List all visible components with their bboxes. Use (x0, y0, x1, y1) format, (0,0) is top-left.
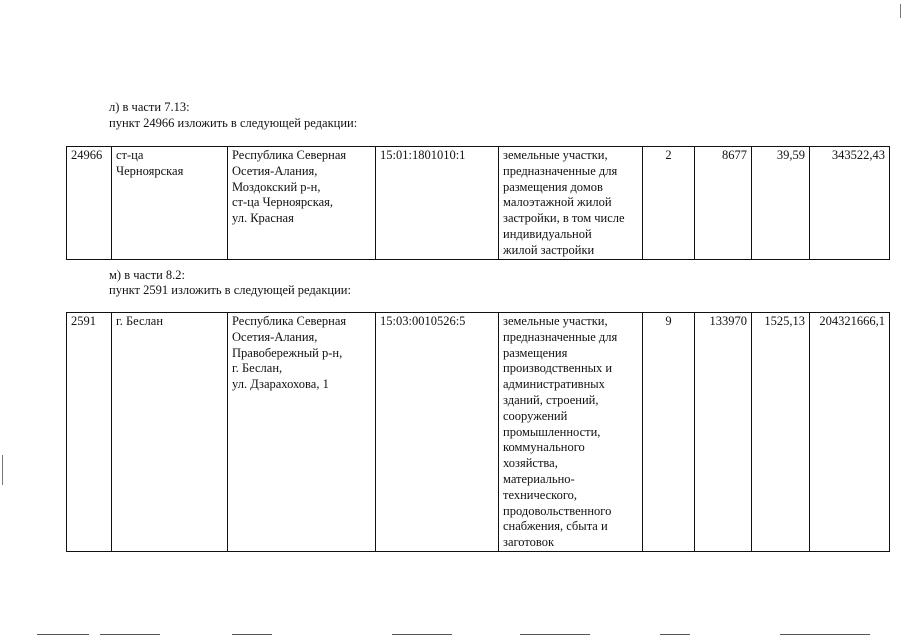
purpose-cell: земельные участки, предназначенные для размещения домов малоэтажной жилой застройки, в том числе индивидуальной жилой застройки (499, 147, 643, 260)
table-l (66, 146, 890, 260)
scan-rule (780, 634, 870, 635)
section-m-heading: м) в части 8.2: (109, 268, 185, 282)
scan-mark (900, 4, 901, 18)
cadastral-cell: 15:01:1801010:1 (376, 147, 499, 260)
address-cell: Республика Северная Осетия-Алания, Моздокский р-н, ст-ца Черноярская, ул. Красная (228, 147, 376, 260)
address-cell: Республика Северная Осетия-Алания, Правобережный р-н, г. Беслан, ул. Дзарахохова, 1 (228, 313, 376, 552)
section-m-instruction: пункт 2591 изложить в следующей редакции: (109, 283, 351, 297)
group-cell: 2 (643, 147, 695, 260)
settlement-cell: ст-ца Черноярская (112, 147, 228, 260)
scan-rule (37, 634, 89, 635)
row-number-cell: 2591 (67, 313, 112, 552)
settlement-cell: г. Беслан (112, 313, 228, 552)
group-cell: 9 (643, 313, 695, 552)
rate-cell: 1525,13 (752, 313, 810, 552)
scan-rule (520, 634, 590, 635)
section-l-instruction: пункт 24966 изложить в следующей редакции: (109, 116, 358, 130)
value-cell: 343522,43 (810, 147, 890, 260)
row-number-cell: 24966 (67, 147, 112, 260)
area-cell: 8677 (695, 147, 752, 260)
area-cell: 133970 (695, 313, 752, 552)
table-row (67, 313, 890, 552)
table-m (66, 312, 890, 552)
scan-rule (660, 634, 690, 635)
scan-mark (2, 455, 3, 485)
rate-cell: 39,59 (752, 147, 810, 260)
value-cell: 204321666,1 (810, 313, 890, 552)
purpose-cell: земельные участки, предназначенные для размещения производственных и административных зданий, строений, сооружений промышленности, коммунального хозяйства, материально- технического, продовольственного снабжения, сбыта и заготовок (499, 313, 643, 552)
table-row (67, 147, 890, 260)
scan-rule (232, 634, 272, 635)
section-l-heading: л) в части 7.13: (109, 100, 190, 114)
cadastral-cell: 15:03:0010526:5 (376, 313, 499, 552)
scan-rule (100, 634, 160, 635)
scan-rule (392, 634, 452, 635)
